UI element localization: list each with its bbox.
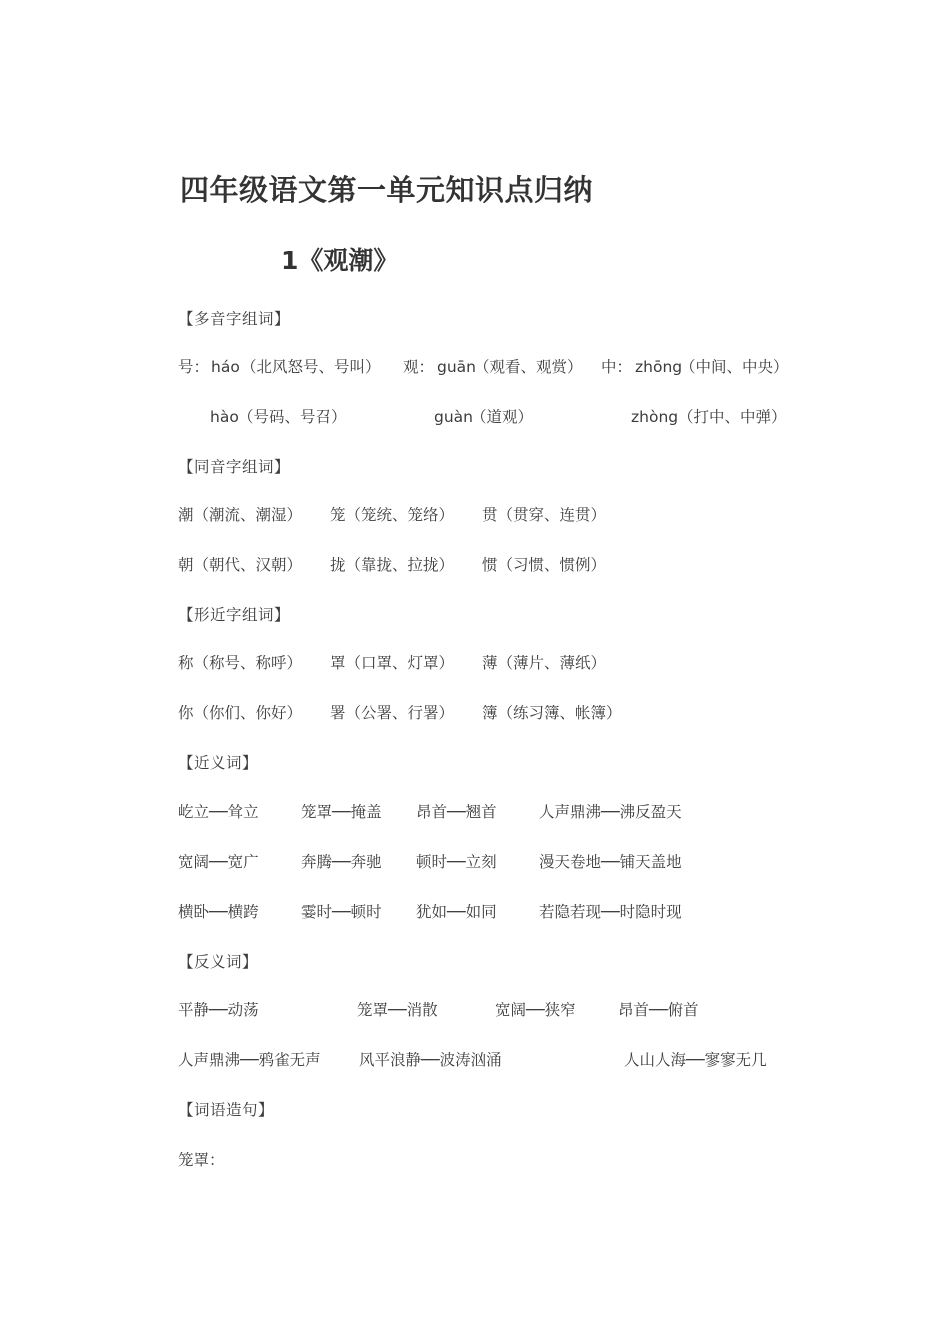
antonyms-row-1 [178, 999, 798, 1021]
section-heading-similar-shape: 【形近字组词】 [178, 606, 291, 624]
homophone-item: 拢（靠拢、拉拢） [330, 556, 455, 574]
synonym-pair: 漫天卷地──铺天盖地 [539, 853, 682, 871]
section-heading-antonyms: 【反义词】 [178, 953, 259, 971]
synonym-pair: 奔腾──奔驰 [301, 853, 382, 871]
synonym-pair: 若隐若现──时隐时现 [539, 903, 682, 921]
polyphone-char-guan: 观： [403, 358, 435, 376]
polyphone-pinyin-guan4: guàn [434, 408, 473, 426]
lesson-title: 1《观潮》 [281, 246, 399, 275]
homophone-item: 笼（笼统、笼络） [330, 506, 455, 524]
similar-shape-item: 你（你们、你好） [178, 704, 303, 722]
homophone-row-1 [178, 504, 778, 526]
section-heading-synonyms: 【近义词】 [178, 754, 259, 772]
similar-shape-row-2 [178, 702, 778, 724]
homophone-item: 贯（贯穿、连贯） [482, 506, 607, 524]
synonym-pair: 犹如──如同 [416, 903, 497, 921]
polyphone-words-hao2: （北风怒号、号叫） [241, 358, 381, 376]
antonym-pair: 平静──动荡 [178, 1001, 259, 1019]
synonyms-row-3 [178, 901, 778, 923]
antonyms-row-2 [178, 1049, 798, 1071]
similar-shape-item: 薄（薄片、薄纸） [482, 654, 607, 672]
polyphone-words-zhong1: （中间、中央） [680, 358, 789, 376]
section-heading-polyphone: 【多音字组词】 [178, 310, 291, 328]
antonym-pair: 人声鼎沸──鸦雀无声 [178, 1051, 321, 1069]
document-title: 四年级语文第一单元知识点归纳 [180, 173, 594, 207]
polyphone-pinyin-zhong4: zhòng [631, 408, 679, 426]
polyphone-words-hao4: （号码、号召） [238, 408, 347, 426]
synonym-pair: 屹立──耸立 [178, 803, 259, 821]
similar-shape-row-1 [178, 652, 778, 674]
polyphone-row-1 [178, 356, 818, 378]
antonym-pair: 昂首──俯首 [618, 1001, 699, 1019]
polyphone-words-guan1: （观看、观赏） [474, 358, 583, 376]
synonym-pair: 宽阔──宽广 [178, 853, 259, 871]
polyphone-row-2 [178, 406, 818, 428]
antonym-pair: 宽阔──狭窄 [495, 1001, 576, 1019]
similar-shape-item: 罩（口罩、灯罩） [330, 654, 455, 672]
section-heading-homophone: 【同音字组词】 [178, 458, 291, 476]
homophone-item: 朝（朝代、汉朝） [178, 556, 303, 574]
polyphone-char-hao: 号： [178, 358, 210, 376]
similar-shape-item: 簿（练习簿、帐簿） [482, 704, 622, 722]
polyphone-pinyin-hao2: háo [211, 358, 240, 376]
synonyms-row-2 [178, 851, 778, 873]
antonym-pair: 人山人海──寥寥无几 [624, 1051, 767, 1069]
homophone-item: 惯（习惯、惯例） [482, 556, 607, 574]
section-heading-sentence: 【词语造句】 [178, 1101, 275, 1119]
polyphone-pinyin-zhong1: zhōng [635, 358, 683, 376]
synonym-pair: 霎时──顿时 [301, 903, 382, 921]
synonym-pair: 笼罩──掩盖 [301, 803, 382, 821]
polyphone-words-zhong4: （打中、中弹） [678, 408, 787, 426]
homophone-row-2 [178, 554, 778, 576]
polyphone-pinyin-guan1: guān [437, 358, 476, 376]
synonyms-row-1 [178, 801, 778, 823]
synonym-pair: 人声鼎沸──沸反盈天 [539, 803, 682, 821]
synonym-pair: 顿时──立刻 [416, 853, 497, 871]
sentence-item: 笼罩： [178, 1151, 225, 1169]
polyphone-char-zhong: 中： [601, 358, 633, 376]
polyphone-pinyin-hao4: hào [210, 408, 239, 426]
homophone-item: 潮（潮流、潮湿） [178, 506, 303, 524]
similar-shape-item: 署（公署、行署） [330, 704, 455, 722]
antonym-pair: 笼罩──消散 [357, 1001, 438, 1019]
similar-shape-item: 称（称号、称呼） [178, 654, 303, 672]
polyphone-words-guan4: （道观） [471, 408, 534, 426]
synonym-pair: 昂首──翘首 [416, 803, 497, 821]
synonym-pair: 横卧──横跨 [178, 903, 259, 921]
antonym-pair: 风平浪静──波涛汹涌 [359, 1051, 502, 1069]
